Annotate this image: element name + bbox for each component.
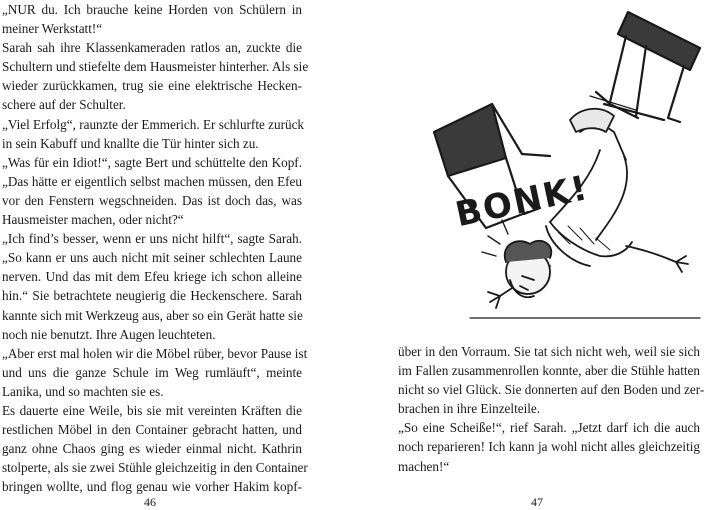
- text-line: „So kann er uns auch nicht mit seiner schlechten Laune: [2, 250, 302, 266]
- falling-chairs-illustration: [400, 0, 720, 340]
- text-line: Es dauerte eine Weile, bis sie mit vereinten Kräften die: [2, 402, 302, 418]
- text-line: ganz ohne Chaos ging es wieder einmal nicht. Kathrin: [2, 441, 302, 457]
- text-line: im Fallen zusammenrollen konnte, aber die Stühle hatten: [398, 363, 700, 379]
- text-line: „Was für ein Idiot!“, sagte Bert und schüttelte den Kopf.: [2, 154, 302, 170]
- text-line: Schultern und stiefelte dem Hausmeister hinterher. Als sie: [2, 59, 309, 75]
- text-line: wieder zurückkamen, trug sie eine elektrische Hecken-: [2, 78, 302, 94]
- text-line: „Viel Erfolg“, raunzte der Emmerich. Er schlurfte zurück: [2, 116, 305, 132]
- text-line: Hausmeister machen, oder nicht?“: [2, 212, 184, 228]
- text-line: „NUR du. Ich brauche keine Horden von Schülern in: [2, 2, 302, 17]
- page-number: 47: [531, 495, 543, 509]
- right-page-text: [398, 342, 705, 476]
- text-line: „So eine Scheiße!“, rief Sarah. „Jetzt darf ich die auch: [398, 420, 700, 436]
- text-line: kannte sich mit Werkzeug aus, aber so ein Gerät hatte sie: [2, 307, 303, 323]
- upper-chair-illustration: [590, 12, 700, 122]
- text-line: stolperte, als sie zwei Stühle gleichzeitig in den Container: [2, 460, 308, 476]
- text-line: und uns die ganze Schule im Weg rumläuft“, meinte: [2, 364, 302, 380]
- text-line: vor den Fenstern wegschneiden. Das ist doch das, was: [2, 192, 302, 208]
- text-line: „Ich find’s besser, wenn er uns nicht hilft“, sagte Sarah.: [2, 231, 302, 247]
- text-line: „Das hätte er eigentlich selbst machen müssen, den Efeu: [2, 173, 302, 189]
- left-page-text: [2, 0, 309, 496]
- text-line: in sein Kabuff und knallte die Tür hinter sich zu.: [2, 135, 259, 151]
- text-line: nicht so viel Glück. Sie donnerten auf den Boden und zer-: [398, 382, 705, 398]
- text-line: restlichen Möbel in den Container gebracht hatten, und: [2, 422, 302, 438]
- page-number: 46: [144, 495, 156, 509]
- bonk-sound-effect: BONK!: [452, 167, 593, 236]
- text-line: „Aber erst mal holen wir die Möbel rüber, bevor Pause ist: [2, 345, 308, 361]
- text-line: Lanika, und so machten sie es.: [2, 383, 164, 399]
- text-line: brachen in ihre Einzelteile.: [398, 401, 541, 417]
- text-line: Sarah sah ihre Klassenkameraden ratlos an, zuckte die: [2, 40, 302, 56]
- text-line: noch nie benutzt. Ihre Augen leuchteten.: [2, 326, 216, 342]
- text-line: bringen wollte, und flog genau wie vorher Hakim kopf-: [2, 479, 302, 495]
- text-line: meiner Werkstatt!“: [2, 21, 103, 37]
- text-line: schere auf der Schulter.: [2, 97, 126, 113]
- text-line: hin.“ Sie betrachtete neugierig die Heckenschere. Sarah: [2, 288, 302, 304]
- text-line: nerven. Und das mit dem Efeu kriege ich schon alleine: [2, 269, 302, 285]
- text-line: noch reparieren! Ich kann ja wohl nicht alles gleichzeitig: [398, 439, 700, 455]
- text-line: über in den Vorraum. Sie tat sich nicht weh, weil sie sich: [398, 344, 700, 359]
- text-line: machen!“: [398, 458, 450, 474]
